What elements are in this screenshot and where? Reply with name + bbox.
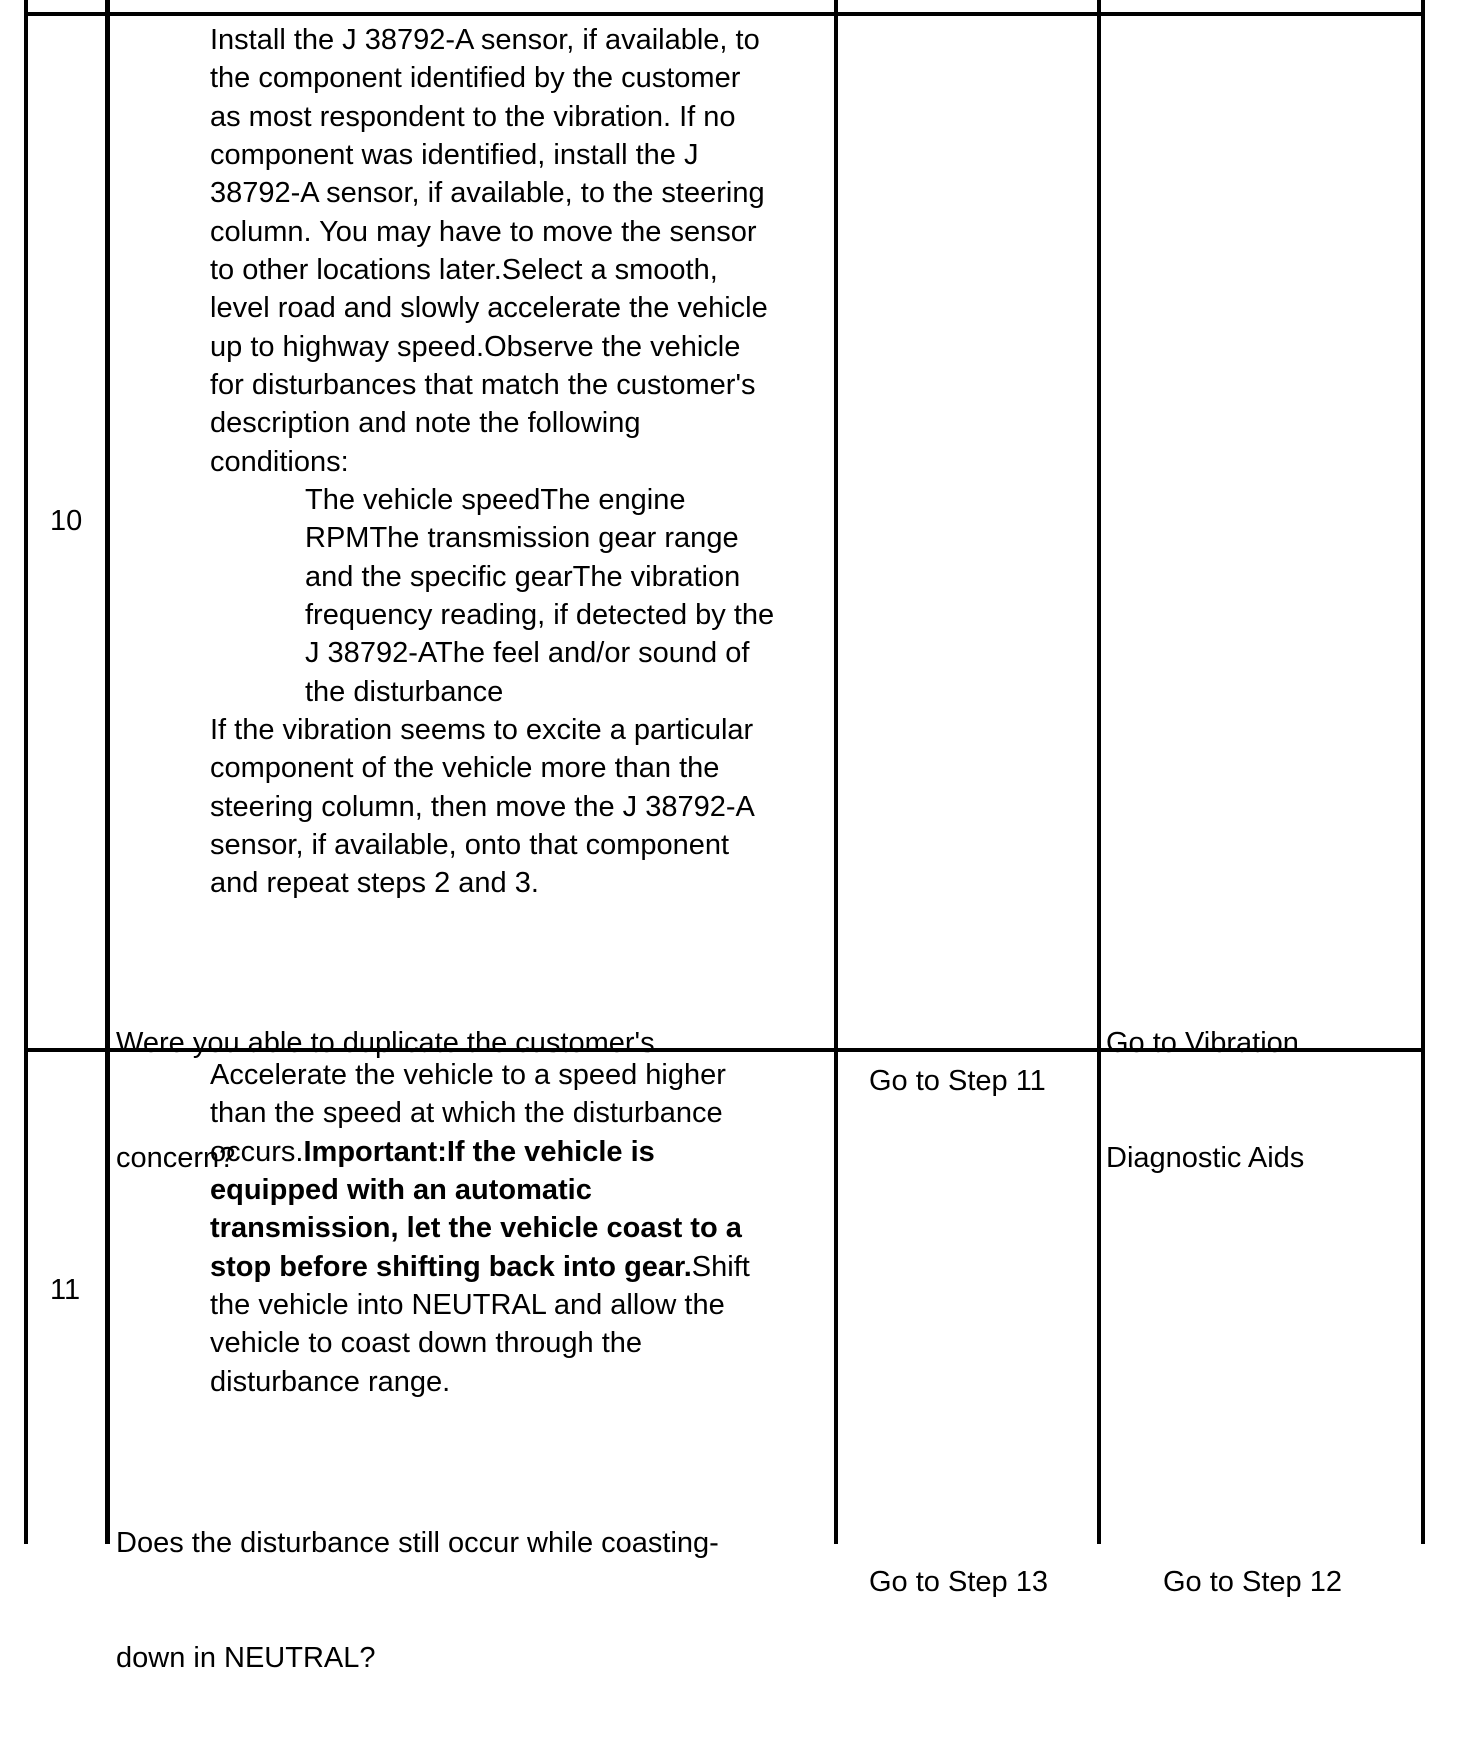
text-segment: for disturbances that match the customer's bbox=[210, 369, 756, 402]
text-segment: component of the vehicle more than the bbox=[210, 752, 720, 785]
text-segment: the vehicle into NEUTRAL and allow the bbox=[210, 1289, 725, 1322]
text-segment: and repeat steps 2 and 3. bbox=[210, 867, 539, 900]
question-line: Does the disturbance still occur while coasting- bbox=[116, 1526, 719, 1559]
no-action-text: Go to Vibration bbox=[1106, 1026, 1299, 1059]
text-segment: as most respondent to the vibration. If no bbox=[210, 100, 736, 133]
text-line bbox=[210, 1171, 750, 1209]
yes-action bbox=[869, 1486, 1048, 1678]
text-line bbox=[210, 289, 768, 327]
text-segment: Shift bbox=[691, 1250, 750, 1283]
text-segment: Accelerate the vehicle to a speed higher bbox=[210, 1059, 726, 1091]
yes-action-text: Go to Step 11 bbox=[869, 1064, 1046, 1097]
text-line bbox=[210, 1056, 750, 1094]
text-segment: component was identified, install the J bbox=[210, 139, 699, 172]
text-line bbox=[305, 481, 774, 519]
text-line bbox=[305, 519, 774, 557]
text-line bbox=[305, 634, 774, 672]
no-action bbox=[1163, 1486, 1342, 1678]
no-action-text: Diagnostic Aids bbox=[1106, 1141, 1305, 1174]
text-segment: the disturbance bbox=[305, 675, 504, 708]
text-line bbox=[305, 558, 774, 596]
text-line bbox=[210, 251, 768, 289]
yes-action-text: Go to Step 13 bbox=[869, 1565, 1048, 1598]
question-line: Were you able to duplicate the customer's bbox=[116, 1026, 655, 1059]
text-segment: level road and slowly accelerate the vehicle bbox=[210, 292, 768, 325]
question-line: concern? bbox=[116, 1141, 236, 1174]
text-line bbox=[210, 864, 755, 902]
text-segment: If the vibration seems to excite a particular bbox=[210, 714, 754, 746]
text-line bbox=[210, 366, 768, 404]
text-line bbox=[210, 21, 768, 59]
text-segment: the component identified by the customer bbox=[210, 62, 741, 95]
text-line bbox=[210, 1286, 750, 1324]
text-segment: occurs. bbox=[210, 1135, 304, 1168]
text-segment: Install the J 38792-A sensor, if available, to bbox=[210, 24, 760, 56]
question-text bbox=[116, 1447, 719, 1754]
text-segment: description and note the following bbox=[210, 407, 641, 440]
text-segment: up to highway speed.Observe the vehicle bbox=[210, 330, 741, 363]
text-line bbox=[210, 59, 768, 97]
bold-text: transmission, let the vehicle coast to a bbox=[210, 1212, 742, 1245]
text-segment: disturbance range. bbox=[210, 1365, 451, 1398]
step-number: 11 bbox=[50, 1274, 81, 1306]
column-divider bbox=[105, 0, 110, 1544]
text-segment: conditions: bbox=[210, 445, 349, 478]
text-line bbox=[210, 749, 755, 787]
text-line bbox=[210, 788, 755, 826]
text-line bbox=[210, 1094, 750, 1132]
text-line bbox=[210, 404, 768, 442]
text-segment: The vehicle speedThe engine bbox=[305, 484, 686, 516]
text-line bbox=[210, 1133, 750, 1171]
action-text bbox=[210, 1056, 750, 1401]
column-divider bbox=[834, 0, 838, 1544]
text-segment: than the speed at which the disturbance bbox=[210, 1097, 723, 1130]
text-line bbox=[210, 443, 768, 481]
text-segment: vehicle to coast down through the bbox=[210, 1327, 643, 1360]
text-segment: steering column, then move the J 38792-A bbox=[210, 790, 755, 823]
bold-text: stop before shifting back into gear. bbox=[210, 1250, 692, 1283]
text-line bbox=[210, 1248, 750, 1286]
text-line bbox=[210, 1209, 750, 1247]
table-border-left bbox=[24, 0, 28, 1544]
text-line bbox=[210, 1363, 750, 1401]
text-line bbox=[210, 136, 768, 174]
text-line bbox=[210, 328, 768, 366]
text-line bbox=[210, 98, 768, 136]
table-border-right bbox=[1421, 0, 1425, 1544]
text-line bbox=[305, 596, 774, 634]
text-segment: to other locations later.Select a smooth, bbox=[210, 254, 718, 287]
column-divider bbox=[1097, 0, 1101, 1544]
no-action bbox=[1106, 947, 1304, 1254]
action-text bbox=[210, 21, 768, 481]
text-line bbox=[210, 711, 755, 749]
bold-text: equipped with an automatic bbox=[210, 1174, 592, 1207]
text-segment: frequency reading, if detected by the bbox=[305, 599, 775, 632]
text-line bbox=[210, 826, 755, 864]
yes-action bbox=[869, 985, 1046, 1177]
question-line: down in NEUTRAL? bbox=[116, 1641, 376, 1674]
text-line bbox=[210, 1324, 750, 1362]
no-action-text: Go to Step 12 bbox=[1163, 1565, 1342, 1598]
row-divider bbox=[24, 12, 1425, 16]
text-segment: sensor, if available, onto that component bbox=[210, 829, 730, 862]
text-segment: J 38792-AThe feel and/or sound of bbox=[305, 637, 750, 670]
conditions-list bbox=[305, 481, 774, 711]
step-number: 10 bbox=[50, 505, 83, 537]
bold-text: Important:If the vehicle is bbox=[303, 1135, 655, 1168]
text-line bbox=[210, 174, 768, 212]
text-line bbox=[210, 213, 768, 251]
text-segment: RPMThe transmission gear range bbox=[305, 522, 739, 555]
text-segment: column. You may have to move the sensor bbox=[210, 215, 757, 248]
text-segment: 38792-A sensor, if available, to the steering bbox=[210, 177, 765, 210]
action-text-continued bbox=[210, 711, 755, 903]
text-line bbox=[305, 673, 774, 711]
text-segment: and the specific gearThe vibration bbox=[305, 560, 741, 593]
